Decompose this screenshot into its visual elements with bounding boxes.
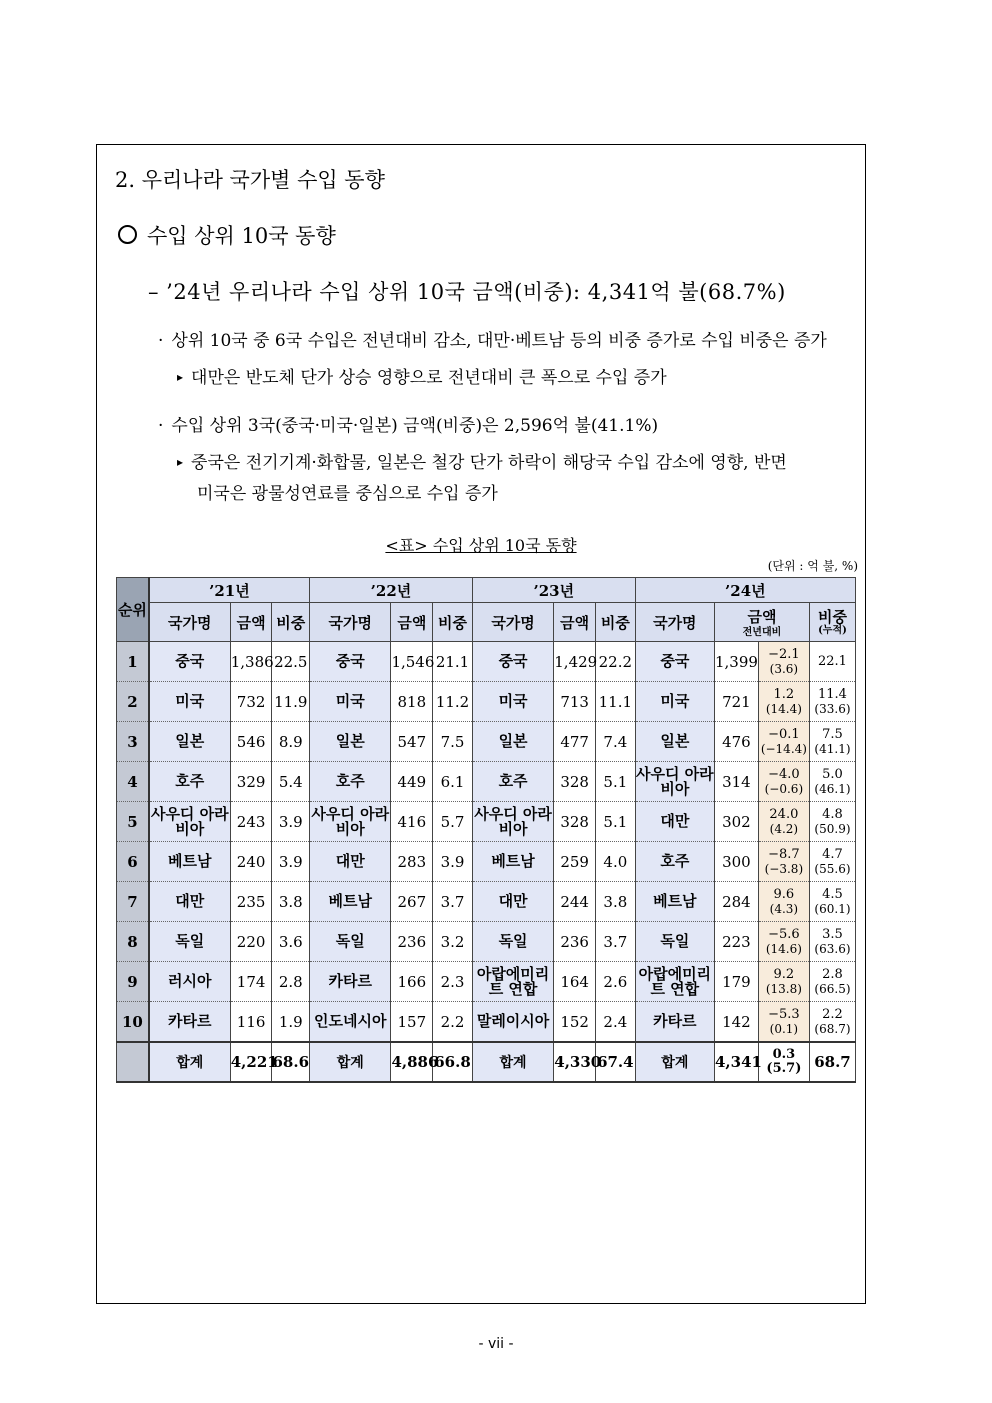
share-value: 7.5 [822, 726, 843, 742]
total-amount-cell: 4,341 [714, 1042, 758, 1082]
yoy-change-cell [758, 1002, 809, 1043]
amount-cell: 152 [554, 1002, 596, 1043]
share-value: 2.2 [822, 1006, 843, 1022]
year-header-24: ’24년 [635, 578, 855, 603]
share-cell: 7.4 [596, 722, 636, 762]
cumulative-value: (60.1) [814, 901, 851, 916]
share-value: 4.5 [822, 886, 843, 902]
triangle-bullet-icon: ▸ [177, 455, 184, 469]
col-share: 비중 [596, 603, 636, 642]
rank-cell: 1 [117, 642, 149, 682]
yoy-change-cell [758, 722, 809, 762]
bullet-4 [177, 447, 857, 510]
table-row [117, 722, 856, 762]
summary-line: – ’24년 우리나라 수입 상위 10국 금액(비중): 4,341억 불(68.7%) [148, 280, 786, 304]
total-label-cell: 합계 [635, 1042, 714, 1082]
cumulative-value: (50.9) [814, 821, 851, 836]
yoy-change-value: −5.3 [768, 1006, 800, 1022]
amount-cell: 236 [391, 922, 433, 962]
share-cell: 2.8 [272, 962, 310, 1002]
share-cumulative-cell [809, 762, 855, 802]
amount-cell: 284 [714, 882, 758, 922]
share-cell: 2.6 [596, 962, 636, 1002]
yoy-change-value: −2.1 [768, 646, 800, 662]
amount-cell: 116 [230, 1002, 272, 1043]
amount-cell: 302 [714, 802, 758, 842]
share-cumulative-cell [809, 722, 855, 762]
share-value: 11.4 [818, 686, 847, 702]
yoy-change-value: −5.6 [768, 926, 800, 942]
share-cell: 5.4 [272, 762, 310, 802]
country-cell: 아랍에미리트 연합 [635, 962, 714, 1002]
import-top10-table [116, 577, 856, 1083]
rank-cell: 8 [117, 922, 149, 962]
amount-cell: 179 [714, 962, 758, 1002]
country-cell: 독일 [149, 922, 230, 962]
rank-cell: 9 [117, 962, 149, 1002]
cumulative-value: (41.1) [814, 741, 851, 756]
amount-cell: 240 [230, 842, 272, 882]
amount-cell: 157 [391, 1002, 433, 1043]
amount-cell: 547 [391, 722, 433, 762]
amount-cell: 1,429 [554, 642, 596, 682]
country-cell: 아랍에미리트 연합 [472, 962, 553, 1002]
total-label-cell: 합계 [472, 1042, 553, 1082]
share-cumulative-cell [809, 842, 855, 882]
total-share-cell: 67.4 [596, 1042, 636, 1082]
country-cell: 사우디 아라비아 [149, 802, 230, 842]
total-label-cell: 합계 [310, 1042, 391, 1082]
yoy-change-note: (4.2) [769, 821, 799, 836]
country-cell: 말레이시아 [472, 1002, 553, 1043]
country-cell: 베트남 [149, 842, 230, 882]
share-cell: 3.9 [272, 842, 310, 882]
share-cell: 2.3 [433, 962, 473, 1002]
share-value: 22.1 [818, 653, 847, 669]
amount-cell: 416 [391, 802, 433, 842]
cumulative-value: (68.7) [814, 1021, 851, 1036]
country-cell: 중국 [635, 642, 714, 682]
country-cell: 호주 [472, 762, 553, 802]
amount-cell: 1,399 [714, 642, 758, 682]
yoy-change-cell [758, 642, 809, 682]
rank-cell: 3 [117, 722, 149, 762]
sub-heading-text: 수입 상위 10국 동향 [147, 224, 336, 248]
table-row [117, 802, 856, 842]
share-cell: 11.9 [272, 682, 310, 722]
circle-bullet-icon [118, 225, 137, 244]
country-cell: 베트남 [472, 842, 553, 882]
country-cell: 독일 [635, 922, 714, 962]
share-cumulative-cell [809, 962, 855, 1002]
rank-cell: 7 [117, 882, 149, 922]
amount-cell: 244 [554, 882, 596, 922]
col-country: 국가명 [635, 603, 714, 642]
share-value: 4.8 [822, 806, 843, 822]
yoy-change-cell [758, 842, 809, 882]
share-cell: 3.8 [272, 882, 310, 922]
country-cell: 일본 [472, 722, 553, 762]
bullet-1-text: 상위 10국 중 6국 수입은 전년대비 감소, 대만·베트남 등의 비중 증가로 수입 비중은 증가 [171, 331, 827, 351]
yoy-change-cell [758, 882, 809, 922]
share-cell: 22.5 [272, 642, 310, 682]
total-row [117, 1042, 856, 1082]
country-cell: 대만 [635, 802, 714, 842]
country-cell: 사우디 아라비아 [472, 802, 553, 842]
country-cell: 미국 [472, 682, 553, 722]
col-country: 국가명 [149, 603, 230, 642]
yoy-change-note: (4.3) [769, 901, 799, 916]
rank-header: 순위 [117, 578, 149, 642]
share-cell: 5.7 [433, 802, 473, 842]
amount-cell: 267 [391, 882, 433, 922]
total-change-note: (5.7) [766, 1061, 802, 1076]
yoy-change-note: (3.6) [769, 661, 799, 676]
amount-cell: 1,386 [230, 642, 272, 682]
yoy-change-value: 1.2 [773, 686, 795, 702]
country-cell: 인도네시아 [310, 1002, 391, 1043]
country-cell: 미국 [635, 682, 714, 722]
amount-cell: 243 [230, 802, 272, 842]
share-cell: 3.7 [596, 922, 636, 962]
yoy-change-note: (14.6) [765, 941, 802, 956]
yoy-change-cell [758, 682, 809, 722]
country-cell: 독일 [472, 922, 553, 962]
table-caption: <표> 수입 상위 10국 동향 [385, 536, 577, 555]
section-title: 2. 우리나라 국가별 수입 동향 [115, 168, 385, 192]
country-cell: 베트남 [310, 882, 391, 922]
bullet-3 [158, 411, 658, 436]
amount-cell: 713 [554, 682, 596, 722]
year-header-22: ’22년 [310, 578, 473, 603]
country-cell: 카타르 [635, 1002, 714, 1043]
country-cell: 사우디 아라비아 [635, 762, 714, 802]
cumulative-value: (66.5) [814, 981, 851, 996]
table-row [117, 762, 856, 802]
amount-cell: 449 [391, 762, 433, 802]
triangle-bullet-icon: ▸ [177, 370, 184, 384]
col-amount-24: 금액 전년대비 [714, 603, 809, 642]
share-cell: 7.5 [433, 722, 473, 762]
col-share: 비중 [272, 603, 310, 642]
share-cell: 8.9 [272, 722, 310, 762]
share-cumulative-cell [809, 802, 855, 842]
yoy-change-note: (13.8) [765, 981, 802, 996]
table-row [117, 922, 856, 962]
total-label-cell: 합계 [149, 1042, 230, 1082]
table-row [117, 642, 856, 682]
bullet-2-text: 대만은 반도체 단가 상승 영향으로 전년대비 큰 폭으로 수입 증가 [191, 368, 667, 388]
amount-cell: 477 [554, 722, 596, 762]
col-share-24: 비중 (누적) [809, 603, 855, 642]
year-header-21: ’21년 [149, 578, 310, 603]
bullet-3-text: 수입 상위 3국(중국·미국·일본) 금액(비중)은 2,596억 불(41.1%) [171, 416, 659, 436]
dot-bullet: · [158, 416, 164, 436]
col-country: 국가명 [310, 603, 391, 642]
amount-cell: 223 [714, 922, 758, 962]
col-amount: 금액 [391, 603, 433, 642]
amount-cell: 235 [230, 882, 272, 922]
country-cell: 카타르 [149, 1002, 230, 1043]
amount-cell: 476 [714, 722, 758, 762]
total-rank-cell [117, 1042, 149, 1082]
bullet-4-text-1: 중국은 전기기계·화합물, 일본은 철강 단가 하락이 해당국 수입 감소에 영향, 반면 [191, 453, 787, 473]
share-cell: 11.2 [433, 682, 473, 722]
page-number: - vii - [478, 1336, 514, 1352]
yoy-change-value: 9.6 [773, 886, 795, 902]
country-cell: 사우디 아라비아 [310, 802, 391, 842]
share-cumulative-cell [809, 642, 855, 682]
amount-cell: 329 [230, 762, 272, 802]
table-row [117, 1002, 856, 1043]
cumulative-value: (46.1) [814, 781, 851, 796]
country-cell: 일본 [149, 722, 230, 762]
country-cell: 베트남 [635, 882, 714, 922]
amount-cell: 328 [554, 762, 596, 802]
share-value: 5.0 [822, 766, 843, 782]
table-body [117, 642, 856, 1083]
rank-cell: 4 [117, 762, 149, 802]
country-cell: 미국 [310, 682, 391, 722]
yoy-change-cell [758, 962, 809, 1002]
share-cell: 3.7 [433, 882, 473, 922]
cumulative-value: (55.6) [814, 861, 851, 876]
share-cumulative-cell [809, 682, 855, 722]
share-cell: 3.2 [433, 922, 473, 962]
share-cell: 11.1 [596, 682, 636, 722]
total-share-cell: 66.8 [433, 1042, 473, 1082]
rank-cell: 6 [117, 842, 149, 882]
yoy-change-value: 9.2 [773, 966, 795, 982]
share-cell: 3.8 [596, 882, 636, 922]
dot-bullet: · [158, 331, 164, 351]
yoy-change-value: −4.0 [768, 766, 800, 782]
country-cell: 대만 [149, 882, 230, 922]
amount-cell: 283 [391, 842, 433, 882]
total-amount-cell: 4,221 [230, 1042, 272, 1082]
share-cell: 3.6 [272, 922, 310, 962]
yoy-change-note: (−0.6) [764, 781, 804, 796]
table-unit: (단위 : 억 불, %) [767, 559, 858, 573]
share-cell: 22.2 [596, 642, 636, 682]
col-share: 비중 [433, 603, 473, 642]
rank-cell: 2 [117, 682, 149, 722]
bullet-1 [158, 326, 827, 351]
country-cell: 대만 [310, 842, 391, 882]
share-cell: 2.4 [596, 1002, 636, 1043]
share-cell: 1.9 [272, 1002, 310, 1043]
total-share-cell: 68.6 [272, 1042, 310, 1082]
yoy-change-value: −0.1 [768, 726, 800, 742]
country-cell: 대만 [472, 882, 553, 922]
country-cell: 중국 [472, 642, 553, 682]
amount-cell: 220 [230, 922, 272, 962]
amount-cell: 166 [391, 962, 433, 1002]
share-cell: 3.9 [272, 802, 310, 842]
bullet-2 [177, 362, 857, 394]
rank-cell: 10 [117, 1002, 149, 1043]
share-cell: 21.1 [433, 642, 473, 682]
yoy-change-value: 24.0 [769, 806, 799, 822]
share-cell: 4.0 [596, 842, 636, 882]
country-cell: 독일 [310, 922, 391, 962]
amount-cell: 236 [554, 922, 596, 962]
share-cell: 3.9 [433, 842, 473, 882]
share-cell: 5.1 [596, 762, 636, 802]
amount-cell: 732 [230, 682, 272, 722]
country-cell: 카타르 [310, 962, 391, 1002]
amount-cell: 314 [714, 762, 758, 802]
bullet-4-text-2: 미국은 광물성연료를 중심으로 수입 증가 [197, 484, 498, 504]
sub-heading [118, 220, 336, 250]
share-cell: 2.2 [433, 1002, 473, 1043]
amount-cell: 142 [714, 1002, 758, 1043]
country-cell: 중국 [310, 642, 391, 682]
amount-cell: 546 [230, 722, 272, 762]
share-cumulative-cell [809, 922, 855, 962]
cumulative-value: (33.6) [814, 701, 851, 716]
country-cell: 미국 [149, 682, 230, 722]
share-cumulative-cell [809, 882, 855, 922]
share-value: 3.5 [822, 926, 843, 942]
amount-cell: 300 [714, 842, 758, 882]
country-cell: 호주 [635, 842, 714, 882]
country-cell: 중국 [149, 642, 230, 682]
share-value: 2.8 [822, 966, 843, 982]
total-amount-cell: 4,330 [554, 1042, 596, 1082]
col-country: 국가명 [472, 603, 553, 642]
total-change-value: 0.3 [772, 1047, 796, 1062]
country-cell: 일본 [635, 722, 714, 762]
table-row [117, 842, 856, 882]
share-value: 4.7 [822, 846, 843, 862]
amount-cell: 721 [714, 682, 758, 722]
country-cell: 호주 [310, 762, 391, 802]
yoy-change-note: (14.4) [765, 701, 802, 716]
total-share-cell: 68.7 [809, 1042, 855, 1082]
rank-cell: 5 [117, 802, 149, 842]
country-cell: 일본 [310, 722, 391, 762]
col-amount: 금액 [554, 603, 596, 642]
cumulative-value: (63.6) [814, 941, 851, 956]
yoy-change-note: (0.1) [769, 1021, 799, 1036]
total-change-cell [758, 1042, 809, 1082]
yoy-change-cell [758, 762, 809, 802]
total-amount-cell: 4,886 [391, 1042, 433, 1082]
amount-cell: 328 [554, 802, 596, 842]
share-cell: 5.1 [596, 802, 636, 842]
yoy-change-cell [758, 922, 809, 962]
table-row [117, 682, 856, 722]
yoy-change-note: (−14.4) [760, 741, 807, 756]
table-row [117, 882, 856, 922]
year-header-23: ’23년 [472, 578, 635, 603]
amount-cell: 174 [230, 962, 272, 1002]
col-amount: 금액 [230, 603, 272, 642]
country-cell: 러시아 [149, 962, 230, 1002]
share-cell: 6.1 [433, 762, 473, 802]
amount-cell: 164 [554, 962, 596, 1002]
amount-cell: 1,546 [391, 642, 433, 682]
country-cell: 호주 [149, 762, 230, 802]
amount-cell: 259 [554, 842, 596, 882]
yoy-change-cell [758, 802, 809, 842]
yoy-change-value: −8.7 [768, 846, 800, 862]
yoy-change-note: (−3.8) [764, 861, 804, 876]
amount-cell: 818 [391, 682, 433, 722]
table-row [117, 962, 856, 1002]
share-cumulative-cell [809, 1002, 855, 1043]
